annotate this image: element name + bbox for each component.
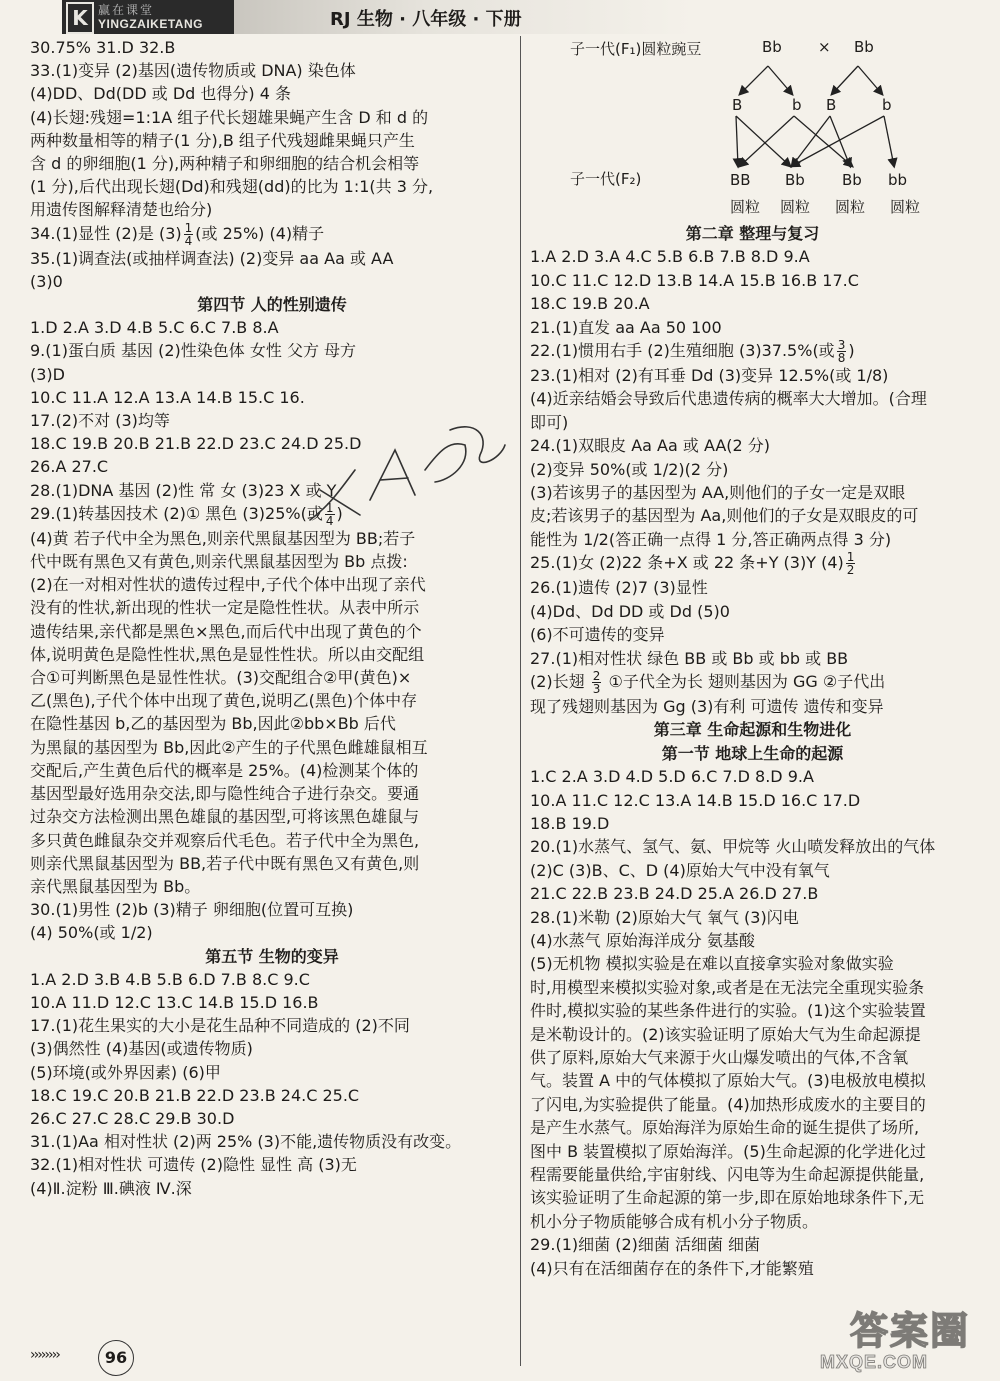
line-text: 第一节 地球上生命的起源 (661, 743, 844, 763)
line-text: 则亲代黑鼠基因型为 BB,若子代中既有黑色又有黄色,则 (30, 853, 420, 873)
answer-line (30, 898, 514, 921)
line-text: 基因型最好选用杂交法,即与隐性纯合子进行杂交。要通 (30, 784, 420, 804)
right-column (530, 36, 975, 1280)
line-text: 32.(1)相对性状 可遗传 (2)隐性 显性 高 (3)无 (30, 1155, 357, 1175)
answer-line (530, 316, 975, 339)
line-text: 10.A 11.C 12.C 13.A 14.B 15.D 16.C 17.D (530, 790, 861, 810)
line-text: 28.(1)DNA 基因 (2)性 常 女 (3)23 X 或 Y (30, 480, 337, 500)
line-text: 10.C 11.A 12.A 13.A 14.B 15.C 16. (30, 387, 305, 407)
answer-line (530, 387, 975, 410)
fraction-numerator: 3 (837, 338, 846, 353)
answer-line (30, 222, 514, 247)
line-text: 气。装置 A 中的气体模拟了原始大气。(3)电极放电模拟 (530, 1071, 926, 1091)
fraction (837, 339, 847, 364)
answer-line (30, 339, 514, 362)
answer-line (530, 976, 975, 999)
line-text: (4)Ⅱ.淀粉 Ⅲ.碘液 Ⅳ.深 (30, 1178, 192, 1198)
line-text: 体,说明黄色是隐性性状,黑色是显性性状。所以由交配组 (30, 644, 425, 664)
page-header (0, 0, 1000, 36)
logo-subtitle: YINGZAIKETANG (98, 17, 203, 31)
line-text: 乙(黑色),子代个体中出现了黄色,说明乙(黑色)个体中存 (30, 691, 418, 711)
section-heading (530, 222, 975, 245)
answer-line (530, 1069, 975, 1092)
section-heading (530, 718, 975, 741)
line-text: 34.(1)显性 (2)是 (3) (30, 223, 182, 243)
answer-line (30, 620, 514, 643)
answer-line (530, 434, 975, 457)
gamete-3: B (826, 96, 837, 114)
section-heading (30, 945, 514, 968)
answer-line (530, 906, 975, 929)
line-text: 26.(1)遗传 (2)7 (3)显性 (530, 578, 708, 598)
line-text: 20.(1)水蒸气、氢气、氨、甲烷等 火山喷发释放出的气体 (530, 837, 936, 857)
left-column (30, 36, 514, 1200)
line-text-after: ①子代全为长 翅则基因为 GG ②子代出 (603, 671, 886, 691)
answer-line (30, 1130, 514, 1153)
answer-line (530, 1140, 975, 1163)
line-text: 第三章 生命起源和生物进化 (653, 720, 852, 740)
answer-line (30, 1084, 514, 1107)
fraction-numerator: 1 (184, 220, 193, 235)
line-text: 即可) (530, 412, 569, 432)
answer-line (530, 835, 975, 858)
answer-line (30, 175, 514, 198)
line-text: 1.A 2.D 3.A 4.C 5.B 6.B 7.B 8.D 9.A (530, 247, 810, 267)
cross-lines (530, 36, 975, 222)
page-number: 96 (98, 1340, 134, 1376)
fraction-denominator: 3 (592, 681, 601, 696)
line-text: 22.(1)惯用右手 (2)生殖细胞 (3)37.5%(或 (530, 341, 835, 361)
answer-line (30, 829, 514, 852)
answer-line (30, 782, 514, 805)
answer-line (30, 921, 514, 944)
line-text: 1.A 2.D 3.B 4.B 5.B 6.D 7.B 8.C 9.C (30, 969, 310, 989)
line-text: 1.C 2.A 3.D 4.D 5.D 6.C 7.D 8.D 9.A (530, 767, 814, 787)
genetic-cross-diagram (530, 36, 975, 222)
answer-line (530, 1186, 975, 1209)
answer-line (30, 1061, 514, 1084)
answer-line (30, 736, 514, 759)
line-text: 18.B 19.D (530, 813, 610, 833)
line-text-after: (或 25%) (4)精子 (195, 223, 325, 243)
line-text: (3)若该男子的基因型为 AA,则他们的子女一定是双眼 (530, 483, 906, 503)
phenotype-2: 圆粒 (780, 198, 811, 216)
answer-line (530, 600, 975, 623)
line-text: 33.(1)变异 (2)基因(遗传物质或 DNA) 染色体 (30, 61, 356, 81)
line-text: (3)偶然性 (4)基因(或遗传物质) (30, 1039, 253, 1059)
answer-line (530, 245, 975, 268)
line-text: 17.(2)不对 (3)均等 (30, 411, 170, 431)
line-text: (2)在一对相对性状的遗传过程中,子代个体中出现了亲代 (30, 575, 426, 595)
line-text: 21.C 22.B 23.B 24.D 25.A 26.D 27.B (530, 884, 819, 904)
line-text: 交配后,产生黄色后代的概率是 25%。(4)检测某个体的 (30, 760, 419, 780)
line-text: 1.D 2.A 3.D 4.B 5.C 6.C 7.B 8.A (30, 318, 279, 338)
line-text: 第五节 生物的变异 (205, 946, 339, 966)
answer-line (30, 875, 514, 898)
phenotype-4: 圆粒 (890, 198, 921, 216)
offspring-4: bb (888, 171, 908, 189)
line-text: 18.C 19.B 20.B 21.B 22.D 23.C 24.D 25.D (30, 434, 362, 454)
answer-line (530, 528, 975, 551)
answer-line (530, 695, 975, 718)
line-text: (4) 50%(或 1/2) (30, 923, 153, 943)
answer-line (30, 1153, 514, 1176)
answer-line (530, 859, 975, 882)
answer-line (30, 852, 514, 875)
line-text: (5)无机物 模拟实验是在难以直接拿实验对象做实验 (530, 954, 894, 974)
line-text: 10.A 11.D 12.C 13.C 14.B 15.D 16.B (30, 992, 319, 1012)
answer-line (30, 596, 514, 619)
fraction-numerator: 1 (846, 550, 855, 565)
line-text: (1 分),后代出现长翅(Dd)和残翅(dd)的比为 1:1(共 3 分, (30, 177, 434, 197)
line-text: 9.(1)蛋白质 基因 (2)性染色体 女性 父方 母方 (30, 341, 357, 361)
answer-line (30, 689, 514, 712)
answer-line (530, 647, 975, 670)
line-text: (2)长翅 (530, 671, 590, 691)
line-text: 29.(1)细菌 (2)细菌 活细菌 细菌 (530, 1235, 761, 1255)
answer-line (530, 364, 975, 387)
fraction (184, 222, 194, 247)
answer-line (30, 270, 514, 293)
line-text: 亲代黑鼠基因型为 Bb。 (30, 876, 201, 896)
line-text: (3)0 (30, 271, 63, 291)
line-text: (4)黄 若子代中全为黑色,则亲代黑鼠基因型为 BB;若子 (30, 528, 416, 548)
answer-line (530, 1046, 975, 1069)
line-text: 21.(1)直发 aa Aa 50 100 (530, 317, 722, 337)
answer-line (30, 82, 514, 105)
line-text-after: ) (336, 503, 343, 523)
line-text: 35.(1)调查法(或抽样调查法) (2)变异 aa Aa 或 AA (30, 248, 394, 268)
line-text: 26.C 27.C 28.C 29.B 30.D (30, 1108, 235, 1128)
line-text: 第四节 人的性别遗传 (197, 295, 347, 315)
line-text: 用遗传图解释清楚也给分) (30, 200, 213, 220)
line-text: (4)近亲结婚会导致后代患遗传病的概率大大增加。(合理 (530, 389, 927, 409)
line-text: 两种数量相等的精子(1 分),B 组子代残翅雌果蝇只产生 (30, 130, 415, 150)
line-text: 时,用模型来模拟实验对象,或者是在无法完全重现实验条 (530, 977, 925, 997)
fraction-numerator: 2 (592, 668, 601, 683)
phenotype-3: 圆粒 (835, 198, 866, 216)
parent-genotype-1: Bb (762, 38, 782, 56)
answer-line (30, 386, 514, 409)
answer-line (30, 550, 514, 573)
answer-line (30, 1177, 514, 1200)
f2-label: 子一代(F₂) (570, 170, 642, 188)
line-text: (3)D (30, 364, 65, 384)
line-text: 25.(1)女 (2)22 条+X 或 22 条+Y (3)Y (4) (530, 553, 844, 573)
f1-label: 子一代(F₁)圆粒豌豆 (570, 40, 702, 58)
answer-line (30, 363, 514, 386)
answer-line (30, 129, 514, 152)
line-text: 在隐性基因 b,乙的基因型为 Bb,因此②bb×Bb 后代 (30, 714, 396, 734)
line-text: 是米勒设计的。(2)该实验证明了原始大气为生命起源提 (530, 1024, 921, 1044)
answer-line (30, 991, 514, 1014)
offspring-2: Bb (785, 171, 805, 189)
line-text: 28.(1)米勒 (2)原始大气 氧气 (3)闪电 (530, 907, 799, 927)
answer-line (30, 1014, 514, 1037)
line-text: 合①可判断黑色是显性性状。(3)交配组合②甲(黄色)× (30, 668, 412, 688)
fraction-denominator: 4 (325, 513, 334, 528)
line-text: 18.C 19.C 20.B 21.B 22.D 23.B 24.C 25.C (30, 1085, 360, 1105)
answer-line (30, 968, 514, 991)
answer-line (530, 411, 975, 434)
answer-line (30, 316, 514, 339)
line-text: 了闪电,为实验提供了能量。(4)加热形成废水的主要目的 (530, 1094, 926, 1114)
line-text-after: ) (848, 341, 855, 361)
answer-line (530, 999, 975, 1022)
answer-line (30, 36, 514, 59)
watermark-url: MXQE.COM (820, 1352, 929, 1372)
gamete-2: b (792, 96, 802, 114)
line-text: (4)DD、Dd(DD 或 Dd 也得分) 4 条 (30, 84, 291, 104)
answer-line (30, 1037, 514, 1060)
line-text: 能性为 1/2(答正确一点得 1 分,答正确两点得 3 分) (530, 529, 892, 549)
handwritten-note (300, 410, 520, 540)
answer-line (530, 789, 975, 812)
logo-brand-text: 赢在课堂 (98, 3, 155, 17)
page-arrows: ›››››››› (30, 1347, 59, 1363)
book-title: RJ 生物 · 八年级 · 下册 (330, 9, 522, 30)
fraction-denominator: 8 (837, 351, 846, 366)
answer-line (30, 1107, 514, 1130)
line-text: 供了原料,原始大气来源于火山爆发喷出的气体,不含氧 (530, 1048, 909, 1067)
answer-line (530, 1163, 975, 1186)
answer-line (530, 812, 975, 835)
line-text: 含 d 的卵细胞(1 分),两种精子和卵细胞的结合机会相等 (30, 154, 420, 174)
line-text: 27.(1)相对性状 绿色 BB 或 Bb 或 bb 或 BB (530, 648, 849, 668)
fraction-denominator: 4 (184, 233, 193, 248)
answer-line (530, 339, 975, 364)
answer-line (530, 952, 975, 975)
logo-mark: K (66, 2, 94, 34)
brand-logo (62, 0, 234, 34)
line-text: (2)C (3)B、C、D (4)原始大气中没有氧气 (530, 860, 830, 880)
line-text: 过杂交方法检测出黑色雄鼠的基因型,可将该黑色雄鼠与 (30, 807, 420, 827)
line-text: (6)不可遗传的变异 (530, 625, 665, 645)
line-text: 30.(1)男性 (2)b (3)精子 卵细胞(位置可互换) (30, 900, 354, 920)
answer-line (530, 1257, 975, 1280)
answer-line (530, 929, 975, 952)
answer-line (30, 666, 514, 689)
site-watermark (820, 1300, 995, 1375)
answer-line (30, 643, 514, 666)
handwriting-strokes (300, 410, 520, 540)
answer-line (530, 576, 975, 599)
answer-line (530, 481, 975, 504)
line-text: (4)Dd、Dd DD 或 Dd (5)0 (530, 601, 730, 621)
answer-line (30, 573, 514, 596)
cross-symbol: × (818, 38, 831, 56)
answer-line (30, 152, 514, 175)
section-heading (530, 742, 975, 765)
watermark-logo: 答案圈 (850, 1309, 971, 1353)
line-text: 没有的性状,新出现的性状一定是隐性性状。从表中所示 (30, 598, 420, 618)
phenotype-1: 圆粒 (730, 198, 761, 216)
fraction (592, 670, 602, 695)
answer-line (30, 106, 514, 129)
answer-line (30, 247, 514, 270)
answer-line (530, 458, 975, 481)
answer-line (530, 623, 975, 646)
column-divider (520, 36, 521, 1366)
answer-line (30, 805, 514, 828)
line-text: 29.(1)转基因技术 (2)① 黑色 (3)25%(或 (30, 503, 323, 523)
line-text: 24.(1)双眼皮 Aa Aa 或 AA(2 分) (530, 436, 771, 456)
answer-line (530, 1093, 975, 1116)
line-text: 为黑鼠的基因型为 Bb,因此②产生的子代黑色雌雄鼠相互 (30, 737, 428, 757)
offspring-1: BB (730, 171, 751, 189)
line-text: (5)环境(或外界因素) (6)甲 (30, 1062, 221, 1082)
line-text: 30.75% 31.D 32.B (30, 38, 176, 57)
answer-line (530, 1023, 975, 1046)
gamete-4: b (882, 96, 892, 114)
answer-line (30, 759, 514, 782)
line-text: 机小分子物质能够合成有机小分子物质。 (530, 1211, 819, 1231)
line-text: 18.C 19.B 20.A (530, 294, 650, 314)
line-text: 该实验证明了生命起源的第一步,即在原始地球条件下,无 (530, 1188, 925, 1208)
fraction (846, 551, 856, 576)
line-text: 17.(1)花生果实的大小是花生品种不同造成的 (2)不同 (30, 1016, 410, 1036)
fraction-numerator: 1 (325, 500, 334, 515)
answer-line (530, 1116, 975, 1139)
line-text: 26.A 27.C (30, 457, 109, 477)
line-text: 程需要能量供给,宇宙射线、闪电等为生命起源提供能量, (530, 1165, 925, 1185)
line-text: 现了残翅则基因为 Gg (3)有利 可遗传 遗传和变异 (530, 696, 884, 716)
line-text: 31.(1)Aa 相对性状 (2)两 25% (3)不能,遗传物质没有改变。 (30, 1132, 462, 1152)
line-text: 23.(1)相对 (2)有耳垂 Dd (3)变异 12.5%(或 1/8) (530, 366, 889, 386)
line-text: 多只黄色雌鼠杂交并观察后代毛色。若子代中全为黑色, (30, 830, 420, 850)
answer-line (530, 1210, 975, 1233)
answer-line (530, 269, 975, 292)
answer-line (530, 504, 975, 527)
answer-line (530, 551, 975, 576)
line-text: 件时,模拟实验的某些条件进行的实验。(1)这个实验装置 (530, 1001, 926, 1021)
answer-line (30, 59, 514, 82)
line-text: 图中 B 装置模拟了原始海洋。(5)生命起源的化学进化过 (530, 1141, 926, 1161)
answer-line (530, 882, 975, 905)
line-text: (4)水蒸气 原始海洋成分 氨基酸 (530, 930, 755, 950)
line-text: (4)长翅:残翅=1:1A 组子代长翅雄果蝇产生含 D 和 d 的 (30, 107, 429, 127)
line-text: 遗传结果,亲代都是黑色×黑色,而后代中出现了黄色的个 (30, 621, 422, 641)
line-text: 皮;若该男子的基因型为 Aa,则他们的子女是双眼皮的可 (530, 506, 919, 526)
line-text: 代中既有黑色又有黄色,则亲代黑鼠基因型为 Bb 点拨: (30, 552, 408, 572)
offspring-3: Bb (842, 171, 862, 189)
parent-genotype-2: Bb (854, 38, 874, 56)
answer-line (30, 712, 514, 735)
line-text: (2)变异 50%(或 1/2)(2 分) (530, 459, 729, 479)
answer-line (530, 1233, 975, 1256)
gamete-1: B (732, 96, 743, 114)
line-text: 是产生水蒸气。原始海洋为原始生命的诞生提供了场所, (530, 1118, 920, 1138)
line-text: 第二章 整理与复习 (685, 224, 820, 243)
line-text: (4)只有在活细菌存在的条件下,才能繁殖 (530, 1258, 814, 1278)
fraction-denominator: 2 (846, 563, 855, 578)
answer-line (30, 198, 514, 221)
line-text: 10.C 11.C 12.D 13.B 14.A 15.B 16.B 17.C (530, 270, 859, 290)
answer-line (530, 292, 975, 315)
answer-line (530, 670, 975, 695)
answer-line (530, 765, 975, 788)
section-heading (30, 293, 514, 316)
